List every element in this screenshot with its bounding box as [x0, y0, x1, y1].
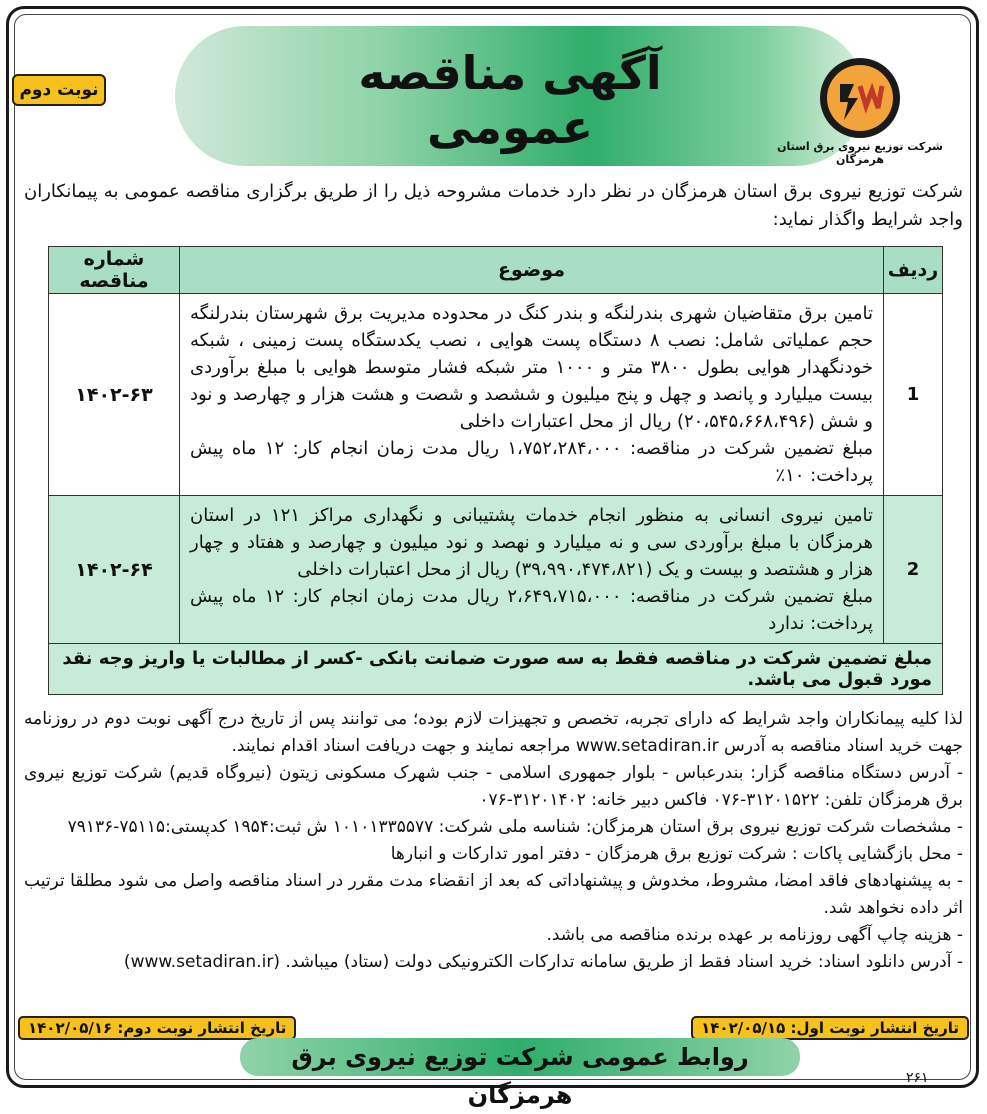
table-row: [49, 496, 943, 644]
row-index: 1: [884, 294, 943, 496]
subject-text: تامین برق متقاضیان شهری بندرلنگه و بندر کنگ در محدوده مدیریت برق شهرستان بندرلنگه حجم عملیاتی شامل: نصب ۸ دستگاه پست هوایی ، نصب یکدستگاه پست زمینی ، شبکه خودنگهدار هوایی بطول ۳۸۰۰ متر و ۱۰۰۰ متر شبکه فشار متوسط هوایی با مبلغ برآوردی بیست میلیارد و پانصد و چهل و پنج میلیون و ششصد و شصت و هشت هزار و چهارصد و نود و شش (۲۰،۵۴۵،۶۶۸،۴۹۶) ریال از محل اعتبارات داخلی: [190, 303, 873, 432]
table-row: [49, 294, 943, 496]
note-item: - به پیشنهادهای فاقد امضا، مشروط، مخدوش و پیشنهاداتی که بعد از انقضاء مدت مقرر در اسناد مناقصه واصل می شود مطلقا ترتیب اثر داده نخواهد شد.: [24, 871, 963, 918]
tender-table: [48, 246, 943, 695]
note-item: - آدرس دستگاه مناقصه گزار: بندرعباس - بلوار جمهوری اسلامی - جنب شهرک مسکونی زیتون (نیروگاه قدیم) شرکت توزیع نیروی برق هرمزگان تلفن: ۳۱۲۰۱۵۲۲-۰۷۶ فاکس دبیر خانه: ۳۱۲۰۱۴۰۲-۰۷۶: [24, 763, 963, 810]
note-item: - محل بازگشایی پاکات : شرکت توزیع برق هرمزگان - دفتر امور تدارکات و انبارها: [390, 844, 963, 864]
intro-text: شرکت توزیع نیروی برق استان هرمزگان در نظر دارد خدمات مشروحه ذیل را از طریق برگزاری مناقصه عمومی به پیمانکاران واجد شرایط واگذار نماید:: [24, 181, 963, 230]
notes-section: [24, 706, 963, 976]
header-number-col: شماره مناقصه: [49, 247, 180, 294]
page-title: آگهی مناقصه عمومی: [358, 46, 662, 154]
round-badge: نوبت دوم: [12, 74, 106, 106]
row-subject: [180, 496, 884, 644]
note-item: لذا کلیه پیمانکاران واجد شرایط که دارای تجربه، تخصص و تجهیزات لازم بوده؛ می توانند پس از تاریخ درج آگهی نوبت دوم در روزنامه جهت خرید اسناد مناقصه به آدرس www.setadiran.ir مراجعه نمایند و جهت دریافت اسناد اقدام نمایند.: [24, 709, 963, 756]
row-subject: [180, 294, 884, 496]
logo-caption: شرکت توزیع نیروی برق استان هرمزگان: [777, 140, 943, 166]
note-item: - هزینه چاپ آگهی روزنامه بر عهده برنده مناقصه می باشد.: [546, 925, 963, 945]
guarantee-note: مبلغ تضمین شرکت در مناقصه فقط به سه صورت ضمانت بانکی -کسر از مطالبات یا واریز وجه نقد مورد قبول می باشد.: [49, 644, 943, 695]
guarantee-line: مبلغ تضمین شرکت در مناقصه: ۲،۶۴۹،۷۱۵،۰۰۰ ریال مدت زمان انجام کار: ۱۲ ماه پیش پرداخت: ندارد: [190, 586, 873, 634]
guarantee-line: مبلغ تضمین شرکت در مناقصه: ۱،۷۵۲،۲۸۴،۰۰۰ ریال مدت زمان انجام کار: ۱۲ ماه پیش پرداخت: ۱۰٪: [190, 438, 873, 486]
note-item: - مشخصات شرکت توزیع نیروی برق استان هرمزگان: شناسه ملی شرکت: ۱۰۱۰۱۳۳۵۵۷۷ ش ثبت:۱۹۵۴ کدپستی:۷۵۱۱۵-۷۹۱۳۶: [67, 817, 963, 837]
subject-text: تامین نیروی انسانی به منظور انجام خدمات پشتیبانی و نگهداری مراکز ۱۲۱ در استان هرمزگان با مبلغ برآوردی سی و نه میلیارد و نهصد و نود میلیون و چهارصد و هفتاد و چهار هزار و هشتصد و بیست و یک (۳۹،۹۹۰،۴۷۴،۸۲۱) ریال از محل اعتبارات داخلی: [190, 505, 873, 580]
row-index: 2: [884, 496, 943, 644]
page-number: ۲۶۱: [906, 1070, 929, 1086]
header-subject-col: موضوع: [180, 247, 884, 294]
tender-number: ۱۴۰۲-۶۴: [49, 496, 180, 644]
second-publication-date: تاریخ انتشار نوبت دوم: ۱۴۰۲/۰۵/۱۶: [18, 1016, 296, 1040]
footer-banner: روابط عمومی شرکت توزیع نیروی برق هرمزگان: [240, 1038, 800, 1076]
first-publication-date: تاریخ انتشار نوبت اول: ۱۴۰۲/۰۵/۱۵: [691, 1016, 969, 1040]
header-row-col: ردیف: [884, 247, 943, 294]
company-logo-icon: [818, 56, 902, 140]
tender-number: ۱۴۰۲-۶۳: [49, 294, 180, 496]
note-item: - آدرس دانلود اسناد: خرید اسناد فقط از طریق سامانه تدارکات الکترونیکی دولت (ستاد) میباشد. (www.setadiran.ir): [123, 952, 963, 972]
